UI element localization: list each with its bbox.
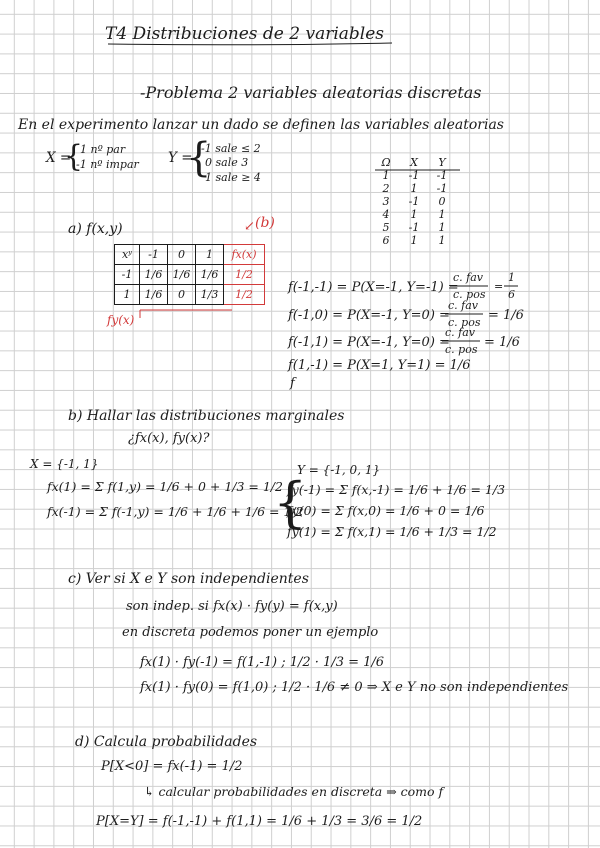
prob-note: ↳ calcular probabilidades en discreta ⇒ como f [144,784,444,799]
omega-cell: 1 [438,221,446,234]
fy-brace: { [273,471,308,534]
y-support: Y = {-1, 0, 1} [297,463,381,477]
row-header: 1 [115,285,140,305]
section-subtitle: -Problema 2 variables aleatorias discretas [140,83,482,102]
intro-text: En el experimento lanzar un dado se definen las variables aleatorias [18,117,504,133]
prob-cell: 1/6 [140,265,168,285]
frac-num: c. fav [453,271,483,284]
part-b-marker: (b) [255,215,275,231]
part-b-label: b) Hallar las distribuciones marginales [68,408,345,424]
marginal-fx-m1: fx(-1) = Σ f(-1,y) = 1/6 + 1/6 + 1/6 = 1/2 [47,504,304,519]
omega-cell: 5 [382,221,390,234]
omega-cell: -1 [436,182,448,195]
marginal-fx-1: fx(1) = Σ f(1,y) = 1/6 + 0 + 1/3 = 1/2 [47,479,283,494]
independence-check-2: fx(1) · fy(0) = f(1,0) ; 1/2 · 1/6 ≠ 0 ⇒ X e Y no son independientes [140,680,569,695]
omega-cell: 1 [410,182,418,195]
omega-cell: 1 [410,208,418,221]
fx-cell: 1/2 [224,265,265,285]
x-def-label: X = [46,150,72,166]
omega-cell: 4 [382,208,390,221]
prob-cell: 1/6 [168,265,196,285]
result-num: 1 [508,271,515,284]
omega-cell: -1 [408,221,420,234]
equals-sign: = [494,280,504,293]
eq-f-1-m1: f(1,-1) = P(X=1, Y=1) = 1/6 [288,358,471,373]
omega-cell: -1 [436,169,448,182]
frac-den: c. pos [445,343,478,356]
omega-cell: 0 [438,195,446,208]
omega-cell: -1 [408,195,420,208]
x-case-1: 1 nº par [80,143,126,156]
marginal-fy-1: fy(1) = Σ f(x,1) = 1/6 + 1/3 = 1/2 [287,524,497,539]
col-header: 1 [196,245,224,265]
omega-cell: 1 [438,208,446,221]
omega-cell: 2 [382,182,390,195]
omega-cell: 3 [382,195,390,208]
col-header: 0 [168,245,196,265]
fx-header: fx(x) [224,245,265,265]
prob-x-equals-y: P[X=Y] = f(-1,-1) + f(1,1) = 1/6 + 1/3 = 3/6 = 1/2 [96,814,423,829]
prob-cell: 1/3 [196,285,224,305]
omega-header: Ω [381,156,391,169]
eq-f-m1-m1: f(-1,-1) = P(X=-1, Y=-1) = [288,280,459,295]
y-case-2: 0 sale 3 [205,156,249,169]
y-def-label: Y = [168,150,193,166]
omega-cell: -1 [408,169,420,182]
page-title: T4 Distribuciones de 2 variables [105,24,385,44]
y-case-1: -1 sale ≤ 2 [201,142,261,155]
omega-cell: 1 [382,169,390,182]
eq-result: = 1/6 [488,308,524,323]
prob-x-less-0: P[X<0] = fx(-1) = 1/2 [101,759,243,774]
eq-result: = 1/6 [484,335,520,350]
eq-f-cont: f [290,376,295,391]
prob-cell: 1/6 [196,265,224,285]
independence-note: en discreta podemos poner un ejemplo [122,625,379,640]
x-brace: { [64,139,84,174]
prob-cell: 1/6 [140,285,168,305]
col-header: -1 [140,245,168,265]
omega-header: Y [438,156,446,169]
frac-num: c. fav [445,326,475,339]
frac-num: c. fav [448,299,478,312]
marginal-fy-0: fy(0) = Σ f(x,0) = 1/6 + 0 = 1/6 [287,503,485,518]
eq-f-m1-1: f(-1,1) = P(X=-1, Y=0) = [288,335,450,350]
y-case-3: 1 sale ≥ 4 [205,171,261,184]
row-header: -1 [115,265,140,285]
fy-label: fy(x) [107,313,135,327]
frac-den: c. pos [453,288,486,301]
part-a-label: a) f(x,y) [68,221,123,237]
independence-check-1: fx(1) · fy(-1) = f(1,-1) ; 1/2 · 1/3 = 1/6 [140,655,385,670]
x-case-2: -1 nº impar [76,158,139,171]
omega-header: X [410,156,418,169]
prob-cell: 0 [168,285,196,305]
fx-cell: 1/2 [224,285,265,305]
result-den: 6 [508,288,515,301]
marginal-fy-m1: fy(-1) = Σ f(x,-1) = 1/6 + 1/6 = 1/3 [287,482,506,497]
omega-cell: 6 [382,234,390,247]
y-brace: { [186,135,212,181]
eq-f-m1-0: f(-1,0) = P(X=-1, Y=0) = [288,308,450,323]
omega-cell: 1 [438,234,446,247]
omega-cell: 1 [410,234,418,247]
independence-condition: son indep. si fx(x) · fy(y) = f(x,y) [126,599,338,614]
part-b-question: ¿fx(x), fy(x)? [128,431,210,446]
b-marker-arrow: ↙ [244,219,255,234]
x-support: X = {-1, 1} [30,457,99,471]
frac-den: c. pos [448,316,481,329]
corner-cell: xʸ [115,245,140,265]
part-c-label: c) Ver si X e Y son independientes [68,571,309,587]
part-d-label: d) Calcula probabilidades [75,734,258,750]
